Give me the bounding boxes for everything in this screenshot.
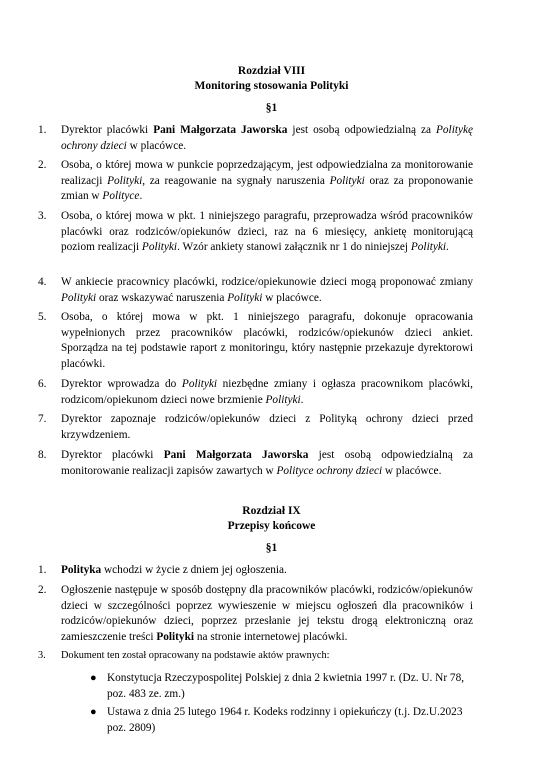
item-text: W ankiecie pracownicy placówki, rodzice/opiekunowie dzieci mogą proponować zmiany Polityki oraz wskazywać naruszenia Polityki w placówce. [61,276,473,304]
item-text: Osoba, o której mowa w punkcie poprzedzającym, jest odpowiedzialna za monitorowanie realizacji Polityki, za reagowanie na sygnały naruszenia Polityki oraz za proponowanie zmian w Polityce. [61,159,473,203]
item-number: 5. [38,311,47,323]
chapter-9-title: Rozdział IX [242,505,301,517]
item-text: Dyrektor placówki Pani Małgorzata Jaworska jest osobą odpowiedzialną za Politykę ochrony dzieci w placówce. [61,124,474,152]
item-text: Dyrektor wprowadza do Polityki niezbędne zmiany i ogłasza pracownikom placówki, rodzicom/opiekunom dzieci nowe brzmienie Polityki. [61,378,473,406]
chapter-9-subtitle: Przepisy końcowe [227,520,316,532]
item-number: 4. [38,276,47,288]
bullet-text: Ustawa z dnia 25 lutego 1964 r. Kodeks rodzinny i opiekuńczy (t.j. Dz.U.2023 poz. 2809) [107,706,463,734]
item-number: 2. [38,159,47,171]
item-text: Osoba, o której mowa w pkt. 1 niniejszego paragrafu, przeprowadza wśród pracowników placówki oraz rodziców/opiekunów dzieci, raz na 6 miesięcy, ankietę monitorującą poziom realizacji Polityki. Wzór ankiety stanowi załącznik nr 1 do niniejszej Polityki. [61,210,473,254]
chapter-8-item-8 [38,448,474,479]
bullet-icon: ● [90,706,97,718]
legal-basis-bullet-1 [90,671,477,702]
item-number: 1. [38,564,47,576]
chapter-8-item-1 [38,123,474,154]
item-number: 2. [38,584,47,596]
chapter-8-item-5 [38,310,473,372]
item-number: 3. [38,210,47,222]
legal-basis-bullet-2 [90,705,477,736]
chapter-8-paragraph-mark: §1 [265,102,278,114]
chapter-8-title: Rozdział VIII [237,65,306,77]
bullet-text: Konstytucja Rzeczypospolitej Polskiej z dnia 2 kwietnia 1997 r. (Dz. U. Nr 78, poz. 483 ze. zm.) [107,672,465,700]
chapter-9-item-3 [38,648,473,664]
chapter-8-item-4 [38,275,473,306]
chapter-8-item-6 [38,377,473,408]
item-text: Osoba, o której mowa w pkt. 1 niniejszego paragrafu, dokonuje opracowania wypełnionych przez pracowników placówki, rodziców/opiekunów dzieci ankiet. Sporządza na tej podstawie raport z monitoringu, który następnie przekazuje dyrektorowi placówki. [61,311,473,370]
item-text: Dokument ten został opracowany na podstawie aktów prawnych: [61,650,330,661]
item-number: 6. [38,378,47,390]
item-text: Dyrektor zapoznaje rodziców/opiekunów dzieci z Polityką ochrony dzieci przed krzywdzeniem. [61,413,473,441]
chapter-9-item-2 [38,583,473,645]
chapter-8-subtitle: Monitoring stosowania Polityki [194,80,349,92]
item-text: Dyrektor placówki Pani Małgorzata Jaworska jest osobą odpowiedzialną za monitorowanie realizacji zapisów zawartych w Polityce ochrony dzieci w placówce. [61,449,474,477]
chapter-8-item-7 [38,412,473,443]
chapter-9-item-1 [38,563,473,579]
item-text: Polityka wchodzi w życie z dniem jej ogłoszenia. [61,564,287,576]
chapter-9-paragraph-mark: §1 [265,542,278,554]
item-text: Ogłoszenie następuje w sposób dostępny dla pracowników placówki, rodziców/opiekunów dzieci w szczególności poprzez wywieszenie w miejscu ogłoszeń dla pracowników i rodziców/opiekunów dzieci, poprzez przesłanie jej tekstu drogą elektroniczną oraz zamieszczenie treści Polityki na stronie internetowej placówki. [61,584,473,643]
item-number: 7. [38,413,47,425]
item-number: 8. [38,449,47,461]
bullet-icon: ● [90,672,97,684]
chapter-8-item-3 [38,209,473,256]
item-number: 1. [38,124,47,136]
chapter-8-item-2 [38,158,473,205]
item-number: 3. [38,650,46,661]
